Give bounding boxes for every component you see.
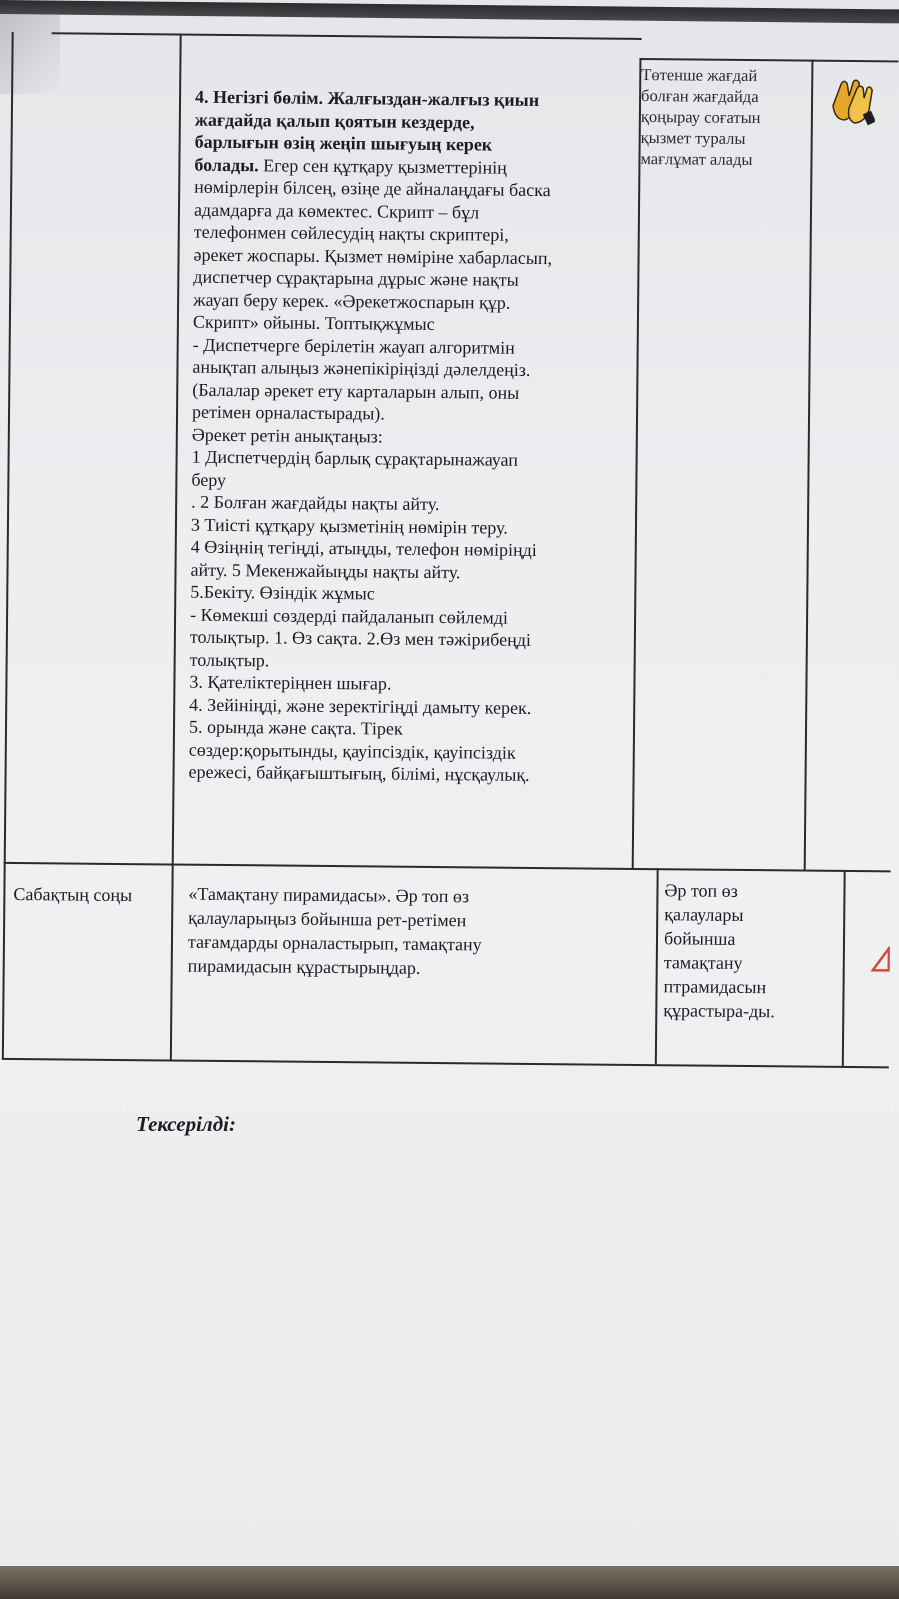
main-text-span: 4. Зейініңді, және зеректігіңді дамыту керек. xyxy=(189,694,532,718)
column-border-3 xyxy=(804,60,813,871)
expected-result-text xyxy=(640,64,801,171)
main-text-span: жауап беру керек. «Әрекетжоспарын құр. xyxy=(193,289,511,313)
main-text-span: (Балалар әрекет ету карталарын алып, оны xyxy=(192,379,520,403)
main-text-line xyxy=(192,446,632,473)
footer-task-line: тағамдарды орналастырып, тамақтану xyxy=(187,931,482,955)
main-text-span: толықтыр. xyxy=(189,649,270,670)
main-text-span: 3. Қателіктеріңнен шығар. xyxy=(189,671,392,694)
result-line: қоңырау соғатын xyxy=(640,106,761,128)
footer-result-line: Әр топ өз xyxy=(664,880,738,901)
result-line: Төтенше жағдай xyxy=(641,64,758,86)
main-text-span: диспетчер сұрақтарына дұрыс және нақты xyxy=(193,266,519,290)
warning-triangle-icon xyxy=(871,946,890,972)
desk-surface xyxy=(0,1566,899,1599)
main-text-span: Әрекет ретін анықтаңыз: xyxy=(191,424,383,447)
main-text-span: 1 Диспетчердің барлық сұрақтарынажауап xyxy=(191,446,519,470)
main-text-span: жағдайда қалып қоятын кездерде, xyxy=(194,109,475,132)
main-text-span: . 2 Болған жағдайды нақты айту. xyxy=(191,491,440,515)
clapping-hands-icon xyxy=(827,76,875,126)
table-top-border-right xyxy=(639,58,898,62)
checked-label: Тексерілді: xyxy=(136,1112,236,1136)
main-text-span: барлығын өзің жеңіп шығуың керек xyxy=(194,131,493,155)
main-text-span: беру xyxy=(191,469,227,490)
main-text-span: сөздер:қорытынды, қауіпсіздік, қауіпсіздік xyxy=(188,739,516,763)
result-line: болған жағдайда xyxy=(641,85,759,107)
main-text-span: адамдарға да көмектес. Скрипт – бұл xyxy=(193,199,480,222)
column-border-left xyxy=(2,32,13,1059)
result-line: қызмет туралы xyxy=(640,127,746,148)
main-text-span: 5.Бекіту. Өзіндік жұмыс xyxy=(190,581,375,604)
footer-task-line: пирамидасын құрастырыңдар. xyxy=(187,955,421,978)
main-text-span: телефонмен сөйлесудің нақты скриптері, xyxy=(193,221,509,245)
lesson-end-task-text xyxy=(188,882,609,982)
main-text-span: 5. орында және сақта. Тірек xyxy=(188,716,403,739)
main-text-span: нөмірлерін білсең, өзіңе де айналаңдағы баска xyxy=(194,176,551,201)
main-text-line xyxy=(188,761,628,788)
footer-result-line: птрамидасын xyxy=(663,976,767,998)
main-text-span: әрекет жоспары. Қызмет нөміріне хабарласып, xyxy=(193,244,553,268)
footer-result-line: тамақтану xyxy=(663,952,743,973)
column-border-2b xyxy=(655,868,658,1065)
main-text-span: ережесі, байқағыштығың, білімі, нұсқаулық. xyxy=(188,761,530,785)
footer-result-line: қалаулары xyxy=(664,904,744,925)
lesson-end-label: Сабақтың соңы xyxy=(13,883,133,906)
footer-result-line: бойынша xyxy=(663,928,736,949)
footer-task-line: қалауларыңыз бойынша рет-ретімен xyxy=(188,907,467,931)
row-divider xyxy=(4,862,891,872)
table-bottom-border xyxy=(2,1058,889,1068)
main-text-span: айту. 5 Мекенжайыңды нақты айту. xyxy=(190,559,461,582)
column-border-3b xyxy=(842,870,845,1067)
main-text-span: болады. xyxy=(194,154,259,175)
footer-result-line: құрастыра-ды. xyxy=(663,1000,775,1022)
main-text-span: - Көмекші сөздерді пайдаланып сөйлемді xyxy=(190,604,509,628)
main-text-span: 4. Негізгі бөлім. Жалғыздан-жалғыз қиын xyxy=(194,86,540,110)
lesson-end-result-text xyxy=(663,878,824,1024)
main-text-span: ретімен орналастырады). xyxy=(191,401,385,424)
main-text-span: анықтап алыңыз жәнепікіріңізді дәлелдеңіз. xyxy=(192,356,531,380)
main-text-span: толықтыр. 1. Өз сақта. 2.Өз мен тәжірибеңді xyxy=(189,626,532,650)
main-text-span: Скрипт» ойыны. Топтықжұмыс xyxy=(192,311,435,334)
footer-task-line: «Тамақтану пирамидасы». Әр топ өз xyxy=(188,883,470,907)
main-text-span: 4 Өзіңнің тегіңді, атыңды, телефон нөміріңді xyxy=(190,536,537,560)
main-text-tail: Егер сен құтқару қызметтерінің xyxy=(258,154,507,178)
main-section-text xyxy=(188,86,635,788)
table-top-border xyxy=(52,32,642,39)
result-line: мағлұмат алады xyxy=(640,148,753,170)
main-text-span: - Диспетчерге берілетін жауап алгоритмін xyxy=(192,334,515,358)
main-text-span: 3 Тиісті құтқару қызметінің нөмірін теру. xyxy=(190,514,508,538)
